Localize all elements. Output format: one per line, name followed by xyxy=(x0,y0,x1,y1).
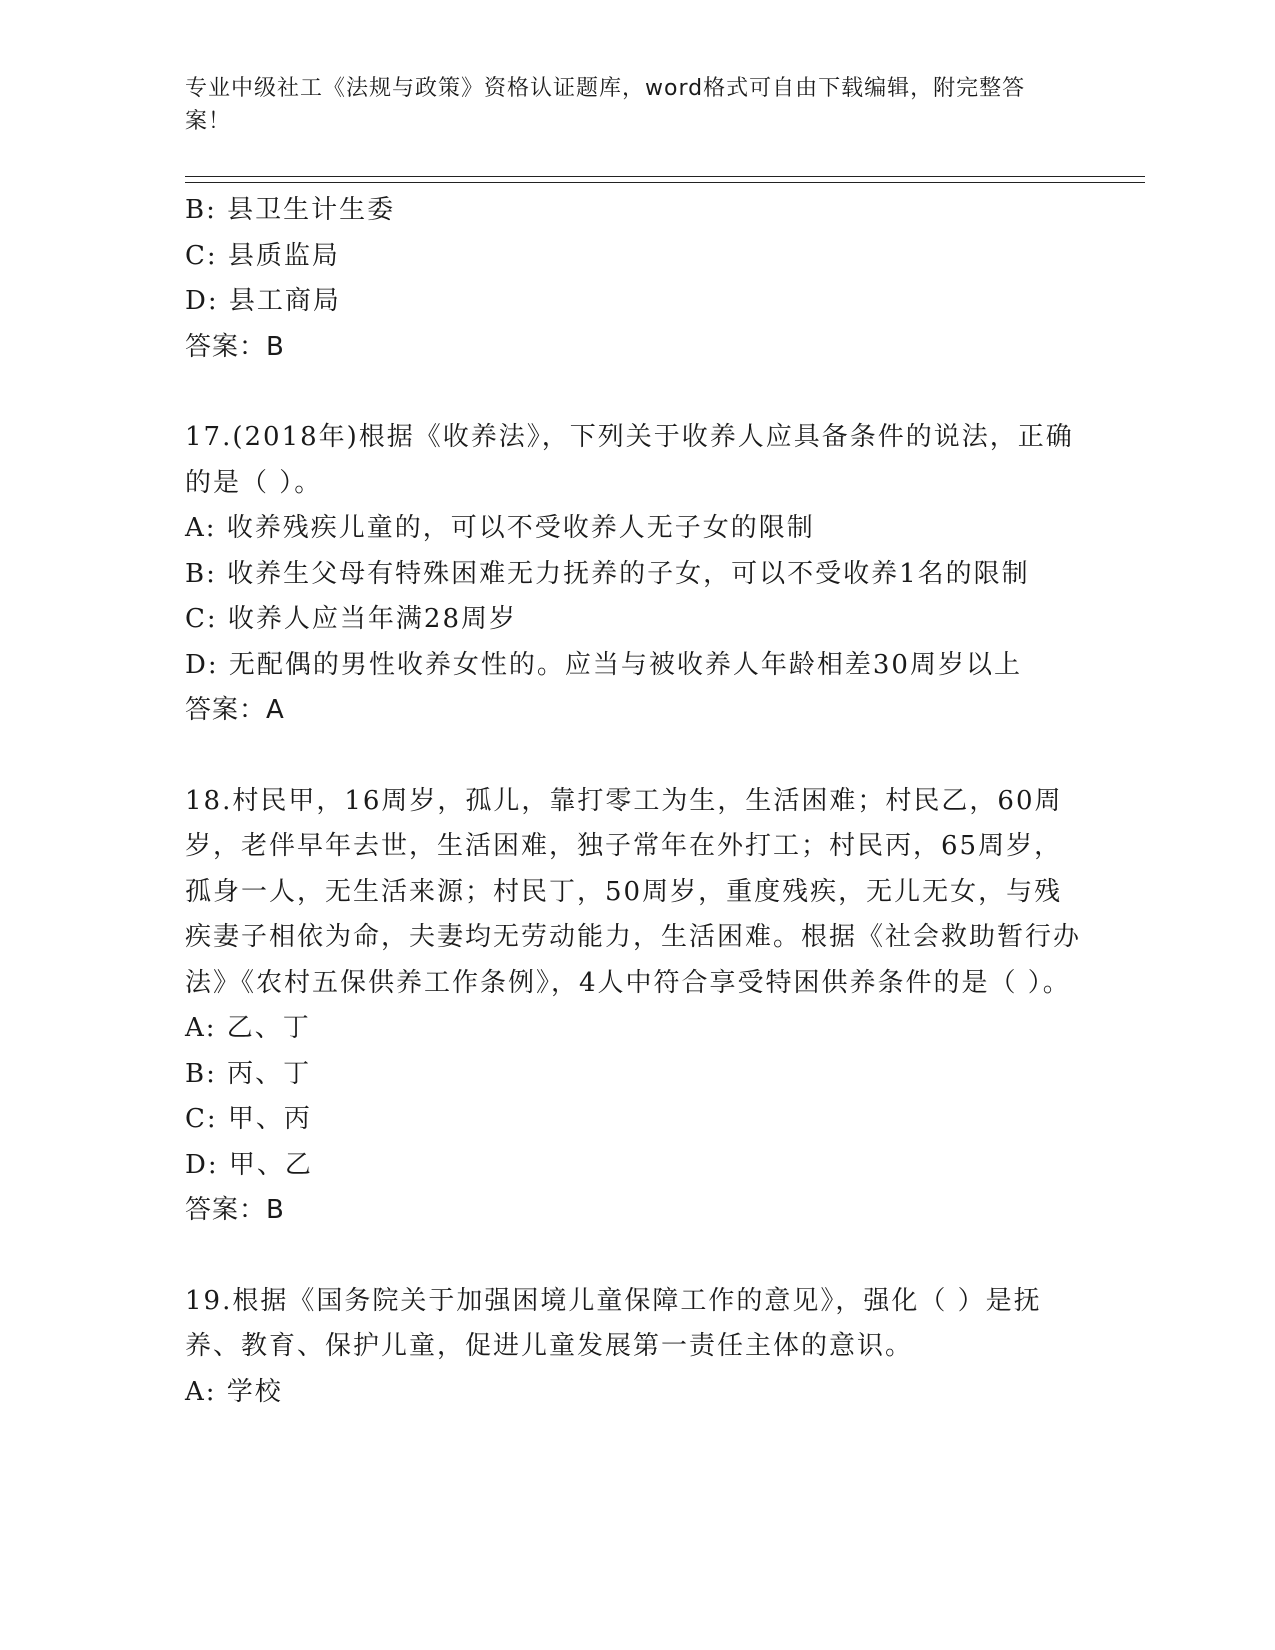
answer-line: 答案：A xyxy=(185,695,285,725)
option-d: D: 甲、乙 xyxy=(185,1149,313,1180)
option-c: C: 甲、丙 xyxy=(185,1104,312,1134)
question-stem: 17.(2018年)根据《收养法》，下列关于收养人应具备条件的说法，正确的是（ ）。 xyxy=(185,422,1074,498)
document-content xyxy=(185,188,1085,1415)
question-19 xyxy=(185,1279,1085,1416)
answer-line: 答案：B xyxy=(185,1195,285,1225)
option-b: B: 县卫生计生委 xyxy=(185,195,396,225)
option-d: D: 县工商局 xyxy=(185,286,341,316)
option-b: B: 收养生父母有特殊困难无力抚养的子女，可以不受收养1名的限制 xyxy=(185,558,1030,589)
option-c: C: 收养人应当年满28周岁 xyxy=(185,604,518,634)
prev-question-block xyxy=(185,188,1085,370)
header-divider xyxy=(185,176,1145,183)
option-a: A: 收养残疾儿童的，可以不受收养人无子女的限制 xyxy=(185,513,815,543)
question-17 xyxy=(185,415,1085,734)
option-a: A: 乙、丁 xyxy=(185,1013,311,1043)
option-c: C: 县质监局 xyxy=(185,240,340,271)
question-stem: 19.根据《国务院关于加强困境儿童保障工作的意见》，强化（ ）是抚养、教育、保护儿童，促进儿童发展第一责任主体的意识。 xyxy=(185,1285,1042,1361)
option-a: A: 学校 xyxy=(185,1376,283,1407)
header-note: 专业中级社工《法规与政策》资格认证题库，word格式可自由下载编辑，附完整答案！ xyxy=(185,76,1026,134)
question-18 xyxy=(185,779,1085,1234)
question-stem: 18.村民甲，16周岁，孤儿，靠打零工为生，生活困难；村民乙，60周岁，老伴早年去世，生活困难，独子常年在外打工；村民丙，65周岁，孤身一人，无生活来源；村民丁，50周岁，重度残疾，无儿无女，与残疾妻子相依为命，夫妻均无劳动能力，生活困难。根据《社会救助暂行办法》《农村五保供养工作条例》，4人中符合享受特困供养条件的是（ ）。 xyxy=(185,785,1082,998)
option-d: D: 无配偶的男性收养女性的。应当与被收养人年龄相差30周岁以上 xyxy=(185,649,1022,680)
option-b: B: 丙、丁 xyxy=(185,1058,312,1089)
answer-line: 答案：B xyxy=(185,331,285,362)
